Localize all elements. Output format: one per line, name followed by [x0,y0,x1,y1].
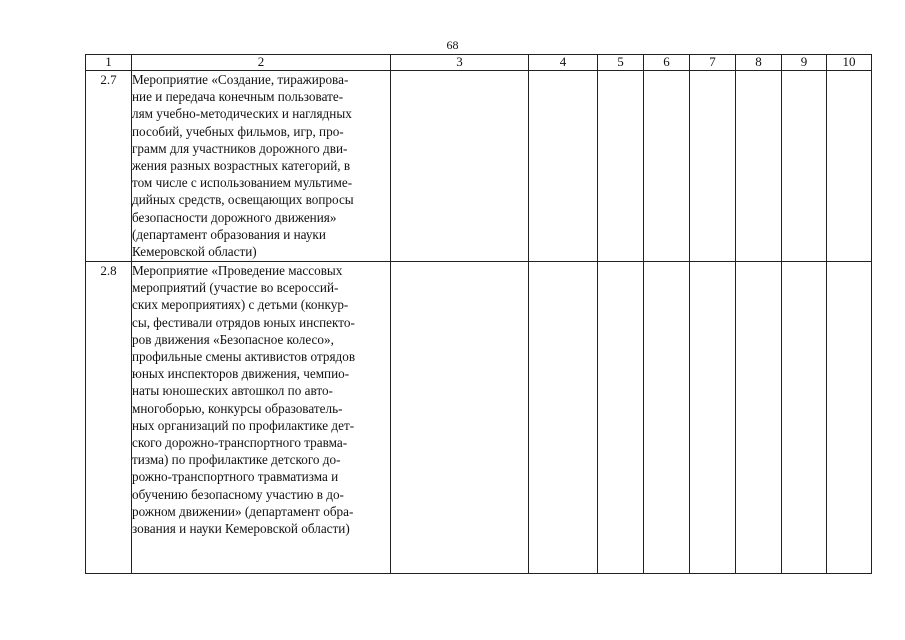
table-cell [391,71,529,262]
description-line: безопасности дорожного движения» [132,209,337,225]
description-line: дийных средств, освещающих вопросы [132,192,354,208]
table-cell [391,262,529,574]
description-line: том числе с использованием мультиме- [132,175,353,191]
description-line: Кемеровской области) [132,244,257,260]
column-header: 2 [132,55,391,71]
description-line: мероприятий (участие во всероссий- [132,280,339,296]
description-line: профильные смены активистов отрядов [132,349,356,365]
row-description [132,262,391,574]
description-line: наты юношеских автошкол по авто- [132,383,333,399]
page-number: 68 [446,38,459,52]
description-line: ского дорожно-транспортного травма- [132,435,348,451]
column-header: 4 [529,55,598,71]
description-line: тизма) по профилактике детского до- [132,452,341,468]
description-line: лям учебно-методических и наглядных [132,106,352,122]
description-line: жения разных возрастных категорий, в [132,158,351,174]
table-cell [529,71,598,262]
table-cell [690,71,736,262]
description-line: рожном движении» (департамент обра- [132,503,354,519]
description-line: рожно-транспортного травматизма и [132,469,339,485]
description-line: ных организаций по профилактике дет- [132,417,355,433]
description-line: сы, фестивали отрядов юных инспекто- [132,314,355,330]
table-row [86,262,872,574]
description-line: юных инспекторов движения, чемпио- [132,366,350,382]
description-line: Мероприятие «Создание, тиражирова- [132,72,349,87]
row-description [132,71,391,262]
table-cell [827,71,872,262]
description-line: грамм для участников дорожного дви- [132,140,348,156]
column-header: 8 [736,55,782,71]
column-header: 10 [827,55,872,71]
column-header: 5 [598,55,644,71]
table-cell [529,262,598,574]
table-cell [827,262,872,574]
row-number: 2.7 [86,71,132,262]
description-line: (департамент образования и науки [132,226,326,242]
table-cell [736,71,782,262]
table-cell [782,262,827,574]
table-cell [644,71,690,262]
description-line: обучению безопасному участию в до- [132,486,344,502]
table-cell [690,262,736,574]
column-header: 7 [690,55,736,71]
activities-table [85,54,872,574]
description-line: ских мероприятиях) с детьми (конкур- [132,297,349,313]
description-line: зования и науки Кемеровской области) [132,521,350,537]
description-line: ров движения «Безопасное колесо», [132,331,334,347]
table-cell [598,262,644,574]
column-header: 9 [782,55,827,71]
description-line: многоборью, конкурсы образователь- [132,400,343,416]
column-header: 1 [86,55,132,71]
description-line: Мероприятие «Проведение массовых [132,263,343,278]
column-header: 3 [391,55,529,71]
column-header: 6 [644,55,690,71]
table-cell [782,71,827,262]
table-cell [598,71,644,262]
description-line: ние и передача конечным пользовате- [132,89,344,105]
table-cell [736,262,782,574]
row-number: 2.8 [86,262,132,574]
table-cell [644,262,690,574]
table-header-row [86,55,872,71]
table-row [86,71,872,262]
description-line: пособий, учебных фильмов, игр, про- [132,123,344,139]
